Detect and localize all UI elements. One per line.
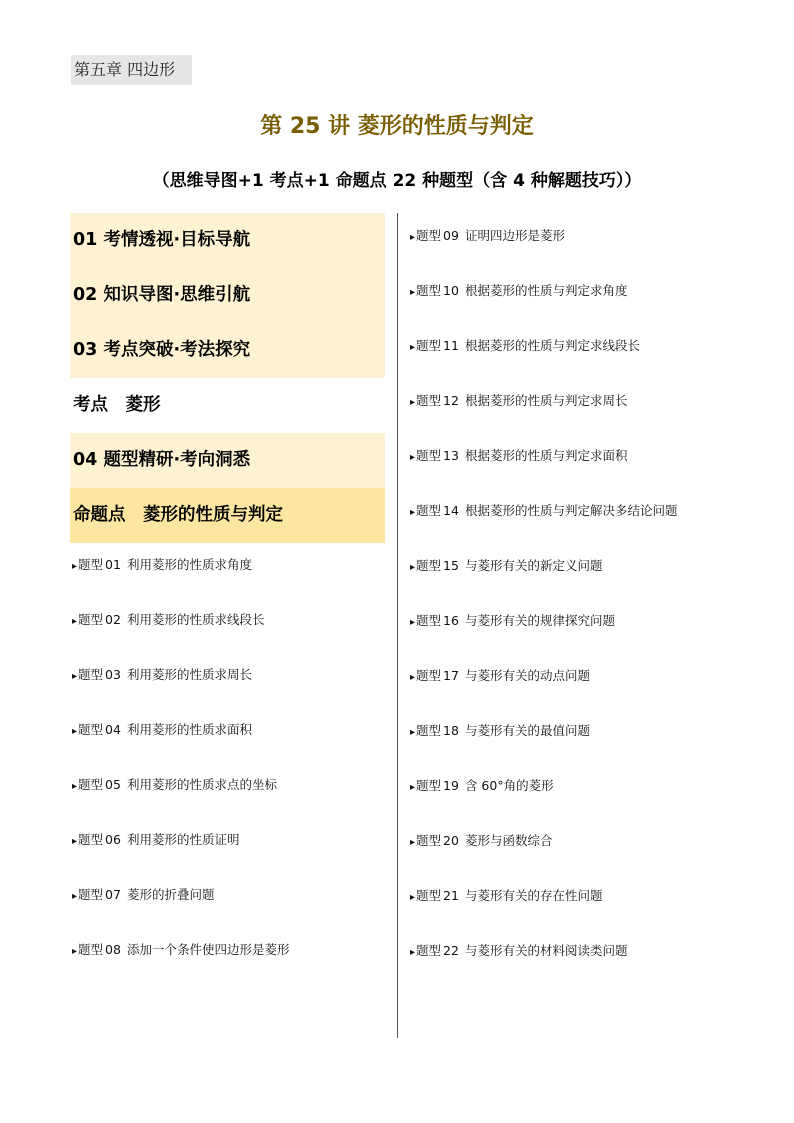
type-label: 根据菱形的性质与判定解决多结论问题	[464, 503, 678, 518]
type-item-05[interactable]	[72, 775, 277, 795]
type-prefix: 题型	[416, 283, 442, 298]
type-prefix: 题型	[416, 613, 442, 628]
type-label: 利用菱形的性质求角度	[126, 557, 252, 572]
type-item-11[interactable]	[410, 336, 640, 356]
type-number: 11	[443, 338, 459, 353]
type-prefix: 题型	[78, 942, 104, 957]
type-label: 与菱形有关的材料阅读类问题	[464, 943, 628, 958]
type-prefix: 题型	[416, 338, 442, 353]
type-number: 15	[443, 558, 459, 573]
type-prefix: 题型	[78, 612, 104, 627]
type-label: 与菱形有关的动点问题	[464, 668, 590, 683]
bullet-icon: ▸	[410, 452, 416, 463]
type-item-12[interactable]	[410, 391, 627, 411]
type-number: 09	[443, 228, 459, 243]
type-prefix: 题型	[416, 393, 442, 408]
type-number: 12	[443, 393, 459, 408]
bullet-icon: ▸	[410, 727, 416, 738]
type-item-03[interactable]	[72, 665, 252, 685]
type-item-17[interactable]	[410, 666, 590, 686]
bullet-icon: ▸	[410, 617, 416, 628]
type-prefix: 题型	[416, 943, 442, 958]
toc-section-01[interactable]: 01 考情透视·目标导航	[70, 213, 385, 268]
type-item-14[interactable]	[410, 501, 677, 521]
type-prefix: 题型	[416, 723, 442, 738]
bullet-icon: ▸	[72, 726, 78, 737]
toc-mingtidian[interactable]: 命题点 菱形的性质与判定	[70, 488, 385, 543]
column-divider	[397, 213, 398, 1038]
type-label: 利用菱形的性质求点的坐标	[126, 777, 277, 792]
type-item-20[interactable]	[410, 831, 552, 851]
type-item-06[interactable]	[72, 830, 239, 850]
type-item-04[interactable]	[72, 720, 252, 740]
type-prefix: 题型	[78, 777, 104, 792]
type-prefix: 题型	[416, 448, 442, 463]
type-number: 14	[443, 503, 459, 518]
type-number: 08	[105, 942, 121, 957]
bullet-icon: ▸	[410, 397, 416, 408]
type-number: 02	[105, 612, 121, 627]
bullet-icon: ▸	[72, 561, 78, 572]
type-number: 07	[105, 887, 121, 902]
type-number: 06	[105, 832, 121, 847]
type-number: 03	[105, 667, 121, 682]
type-number: 05	[105, 777, 121, 792]
type-label: 利用菱形的性质证明	[126, 832, 240, 847]
type-number: 16	[443, 613, 459, 628]
type-number: 22	[443, 943, 459, 958]
type-prefix: 题型	[416, 558, 442, 573]
type-item-15[interactable]	[410, 556, 602, 576]
type-label: 与菱形有关的存在性问题	[464, 888, 603, 903]
bullet-icon: ▸	[72, 946, 78, 957]
type-prefix: 题型	[78, 887, 104, 902]
type-label: 含 60°角的菱形	[464, 778, 554, 793]
type-prefix: 题型	[416, 888, 442, 903]
type-number: 10	[443, 283, 459, 298]
bullet-icon: ▸	[410, 507, 416, 518]
type-number: 18	[443, 723, 459, 738]
type-prefix: 题型	[78, 557, 104, 572]
bullet-icon: ▸	[410, 837, 416, 848]
bullet-icon: ▸	[410, 232, 416, 243]
page-subtitle: （思维导图+1 考点+1 命题点 22 种题型（含 4 种解题技巧））	[152, 171, 642, 191]
type-number: 04	[105, 722, 121, 737]
type-label: 利用菱形的性质求面积	[126, 722, 252, 737]
type-item-13[interactable]	[410, 446, 627, 466]
type-label: 利用菱形的性质求周长	[126, 667, 252, 682]
type-label: 菱形的折叠问题	[126, 887, 215, 902]
type-prefix: 题型	[416, 228, 442, 243]
type-item-21[interactable]	[410, 886, 602, 906]
type-label: 根据菱形的性质与判定求线段长	[464, 338, 640, 353]
type-item-07[interactable]	[72, 885, 214, 905]
type-label: 菱形与函数综合	[464, 833, 553, 848]
type-prefix: 题型	[416, 833, 442, 848]
bullet-icon: ▸	[72, 671, 78, 682]
bullet-icon: ▸	[410, 562, 416, 573]
type-number: 01	[105, 557, 121, 572]
type-number: 17	[443, 668, 459, 683]
type-item-10[interactable]	[410, 281, 627, 301]
type-label: 根据菱形的性质与判定求角度	[464, 283, 628, 298]
type-label: 利用菱形的性质求线段长	[126, 612, 265, 627]
type-label: 根据菱形的性质与判定求周长	[464, 393, 628, 408]
bullet-icon: ▸	[410, 947, 416, 958]
type-label: 根据菱形的性质与判定求面积	[464, 448, 628, 463]
type-label: 添加一个条件使四边形是菱形	[126, 942, 290, 957]
type-item-18[interactable]	[410, 721, 590, 741]
bullet-icon: ▸	[410, 342, 416, 353]
toc-section-03[interactable]: 03 考点突破·考法探究	[70, 323, 385, 378]
type-prefix: 题型	[416, 778, 442, 793]
bullet-icon: ▸	[410, 672, 416, 683]
toc-section-02[interactable]: 02 知识导图·思维引航	[70, 268, 385, 323]
type-item-02[interactable]	[72, 610, 264, 630]
bullet-icon: ▸	[72, 836, 78, 847]
toc-kaodian[interactable]: 考点 菱形	[73, 395, 161, 415]
toc-section-04[interactable]: 04 题型精研·考向洞悉	[70, 433, 385, 488]
type-item-01[interactable]	[72, 555, 252, 575]
type-number: 21	[443, 888, 459, 903]
bullet-icon: ▸	[72, 891, 78, 902]
type-item-16[interactable]	[410, 611, 615, 631]
bullet-icon: ▸	[410, 287, 416, 298]
type-item-19[interactable]	[410, 776, 554, 796]
type-label: 与菱形有关的新定义问题	[464, 558, 603, 573]
type-number: 19	[443, 778, 459, 793]
type-prefix: 题型	[416, 503, 442, 518]
type-prefix: 题型	[416, 668, 442, 683]
type-prefix: 题型	[78, 667, 104, 682]
bullet-icon: ▸	[72, 616, 78, 627]
type-prefix: 题型	[78, 722, 104, 737]
type-number: 20	[443, 833, 459, 848]
type-item-09[interactable]	[410, 226, 565, 246]
type-label: 与菱形有关的最值问题	[464, 723, 590, 738]
type-prefix: 题型	[78, 832, 104, 847]
bullet-icon: ▸	[410, 782, 416, 793]
bullet-icon: ▸	[410, 892, 416, 903]
type-item-22[interactable]	[410, 941, 627, 961]
type-label: 与菱形有关的规律探究问题	[464, 613, 615, 628]
type-number: 13	[443, 448, 459, 463]
bullet-icon: ▸	[72, 781, 78, 792]
page-title: 第 25 讲 菱形的性质与判定	[260, 114, 534, 139]
chapter-tag: 第五章 四边形	[71, 55, 192, 85]
type-item-08[interactable]	[72, 940, 289, 960]
type-label: 证明四边形是菱形	[464, 228, 565, 243]
